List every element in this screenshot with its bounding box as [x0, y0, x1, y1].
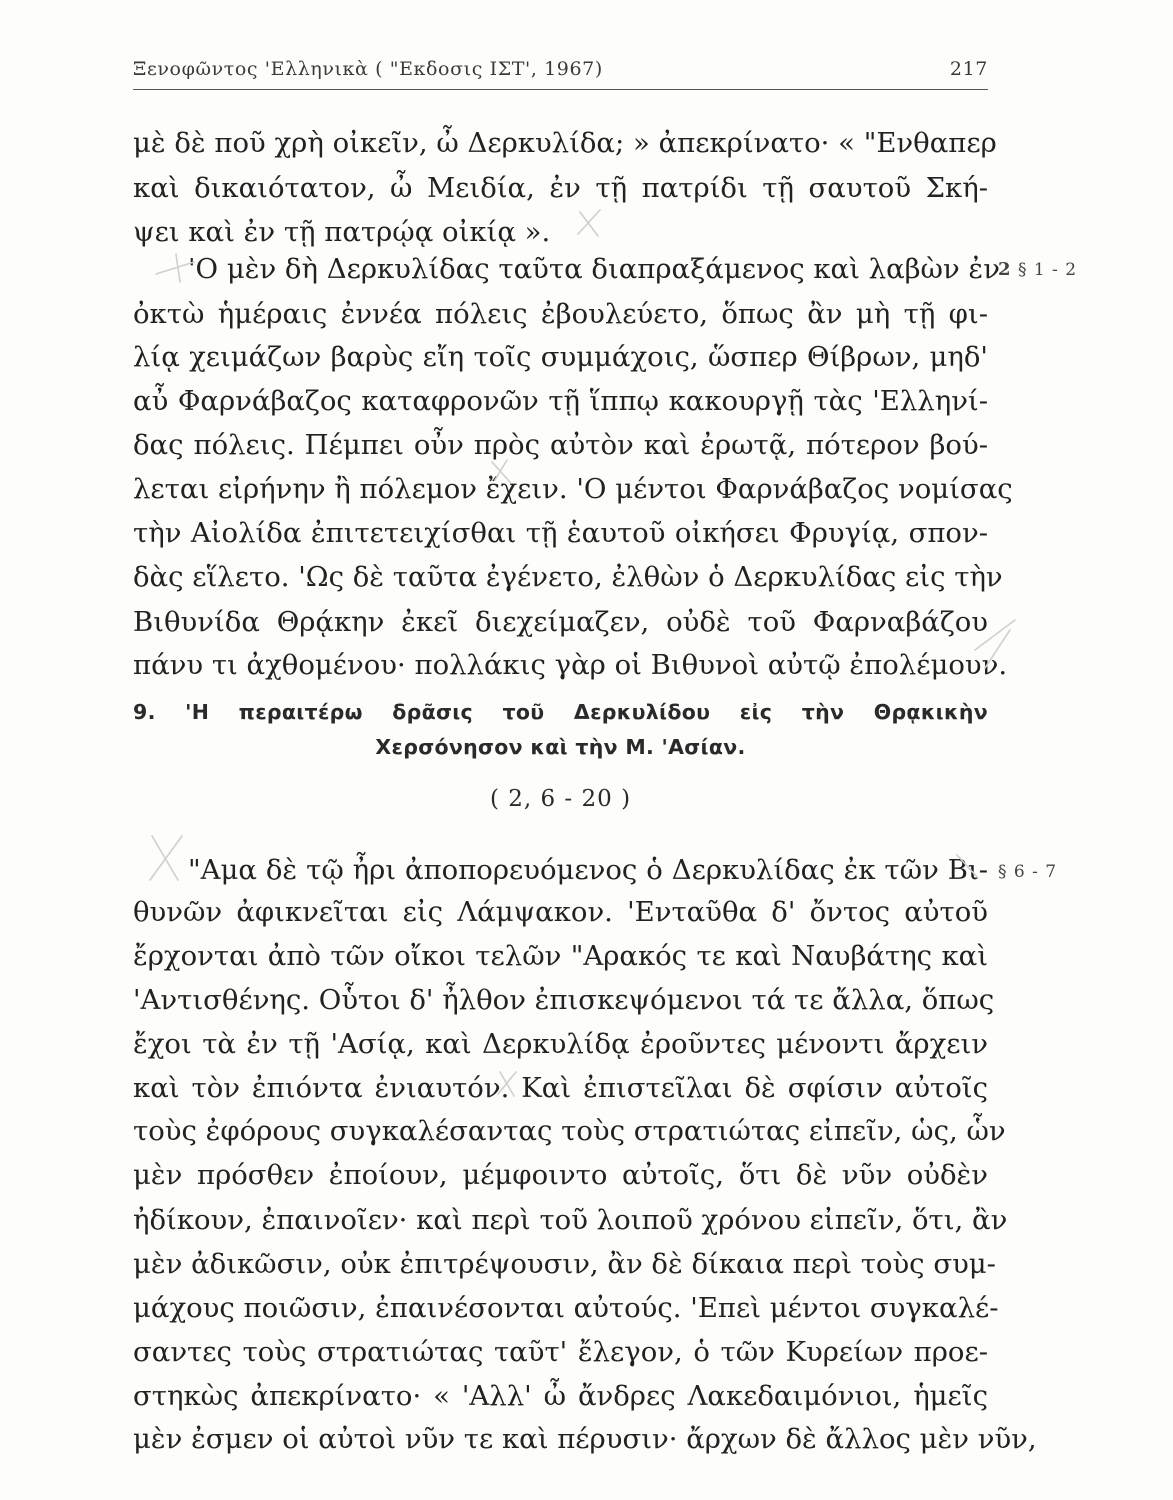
paragraph-first-line: "Αμα δὲ τῷ ἦρι ἀποπορευόμενος ὁ Δερκυλίδας ἐκ τῶν Βι- [188, 854, 988, 886]
text-line: λίᾳ χειμάζων βαρὺς εἴη τοῖς συμμάχοις, ὥσπερ Θίβρων, μηδ' [133, 341, 988, 373]
text-line: στηκὼς ἀπεκρίνατο· « 'Αλλ' ὦ ἄνδρες Λακεδαιμόνιοι, ἡμεῖς [133, 1380, 988, 1412]
text-line: μὲν ἐσμεν οἱ αὐτοὶ νῦν τε καὶ πέρυσιν· ἄρχων δὲ ἄλλος μὲν νῦν, [133, 1423, 1037, 1455]
text-line: μὲν πρόσθεν ἐποίουν, μέμφοιντο αὐτοῖς, ὅτι δὲ νῦν οὐδὲν [133, 1159, 988, 1191]
text-line: πάνυ τι ἀχθομένου· πολλάκις γὰρ οἱ Βιθυνοὶ αὐτῷ ἐπολέμουν. [133, 649, 1008, 681]
section-heading-line2: Χερσόνησον καὶ τὴν Μ. 'Ασίαν. [375, 735, 746, 759]
text-line: ὀκτὼ ἡμέραις ἐννέα πόλεις ἐβουλεύετο, ὅπως ἂν μὴ τῇ φι- [133, 298, 988, 330]
text-line: αὖ Φαρνάβαζος καταφρονῶν τῇ ἵππῳ κακουργῇ τὰς 'Ελληνί- [133, 385, 988, 417]
running-header [133, 58, 988, 88]
text-line: ψει καὶ ἐν τῇ πατρῴᾳ οἰκίᾳ ». [133, 216, 551, 248]
margin-section-range: § 6 - 7 [998, 862, 1058, 882]
text-line: ἔρχονται ἀπὸ τῶν οἴκοι τελῶν "Αρακός τε καὶ Ναυβάτης καὶ [133, 940, 988, 972]
text-line: καὶ δικαιότατον, ὦ Μειδία, ἐν τῇ πατρίδι τῇ σαυτοῦ Σκή- [133, 172, 988, 204]
section-heading-line1: 9. 'Η περαιτέρω δρᾶσις τοῦ Δερκυλίδου εἰς τὴν Θρᾳκικὴν [133, 700, 988, 724]
margin-reference [998, 260, 1077, 280]
text-line: 'Αντισθένης. Οὗτοι δ' ἦλθον ἐπισκεψόμενοι τά τε ἄλλα, ὅπως [133, 984, 995, 1016]
paragraph-first-line: 'Ο μὲν δὴ Δερκυλίδας ταῦτα διαπραξάμενος καὶ λαβὼν ἐν [188, 253, 1000, 285]
text-line: δας πόλεις. Πέμπει οὖν πρὸς αὐτὸν καὶ ἐρωτᾷ, πότερον βού- [133, 429, 988, 461]
text-line: θυνῶν ἀφικνεῖται εἰς Λάμψακον. 'Ενταῦθα δ' ὄντος αὐτοῦ [133, 896, 988, 928]
header-rule [133, 89, 988, 90]
text-line: τὴν Αἰολίδα ἐπιτετειχίσθαι τῇ ἑαυτοῦ οἰκήσει Φρυγίᾳ, σπον- [133, 517, 988, 549]
text-line: τοὺς ἐφόρους συγκαλέσαντας τοὺς στρατιώτας εἰπεῖν, ὡς, ὧν [133, 1115, 1006, 1147]
pencil-cross-mark [150, 836, 182, 880]
text-line: σαντες τοὺς στρατιώτας ταῦτ' ἔλεγον, ὁ τῶν Κυρείων προε- [133, 1336, 988, 1368]
margin-section-range: § 1 - 2 [1017, 260, 1078, 280]
text-line: Βιθυνίδα Θρᾴκην ἐκεῖ διεχείμαζεν, οὐδὲ τοῦ Φαρναβάζου [133, 606, 988, 638]
section-reference: ( 2, 6 - 20 ) [489, 786, 632, 812]
margin-book-number: 2 [998, 259, 1012, 280]
text-line: δὰς εἵλετο. 'Ως δὲ ταῦτα ἐγένετο, ἐλθὼν ὁ Δερκυλίδας εἰς τὴν [133, 561, 1003, 593]
page-number: 217 [949, 58, 988, 80]
text-line: ἠδίκουν, ἐπαινοῖεν· καὶ περὶ τοῦ λοιποῦ χρόνου εἰπεῖν, ὅτι, ἂν [133, 1204, 1008, 1236]
text-line: καὶ τὸν ἐπιόντα ἐνιαυτόν. Καὶ ἐπιστεῖλαι δὲ σφίσιν αὐτοῖς [133, 1072, 988, 1104]
margin-reference [998, 862, 1057, 882]
text-line: μὲ δὲ ποῦ χρὴ οἰκεῖν, ὦ Δερκυλίδα; » ἀπεκρίνατο· « "Ενθαπερ [133, 127, 997, 159]
text-line: λεται εἰρήνην ἢ πόλεμον ἔχειν. 'Ο μέντοι Φαρνάβαζος νομίσας [133, 473, 1013, 505]
running-title: Ξενοφῶντος 'Ελληνικὰ ( "Εκδοσις ΙΣΤ', 1967) [133, 58, 603, 80]
text-line: μὲν ἀδικῶσιν, οὐκ ἐπιτρέψουσιν, ἂν δὲ δίκαια περὶ τοὺς συμ- [133, 1248, 996, 1280]
text-line: ἔχοι τὰ ἐν τῇ 'Ασίᾳ, καὶ Δερκυλίδᾳ ἐροῦντες μένοντι ἄρχειν [133, 1028, 988, 1060]
text-line: μάχους ποιῶσιν, ἐπαινέσονται αὐτούς. 'Επεὶ μέντοι συγκαλέ- [133, 1292, 999, 1324]
